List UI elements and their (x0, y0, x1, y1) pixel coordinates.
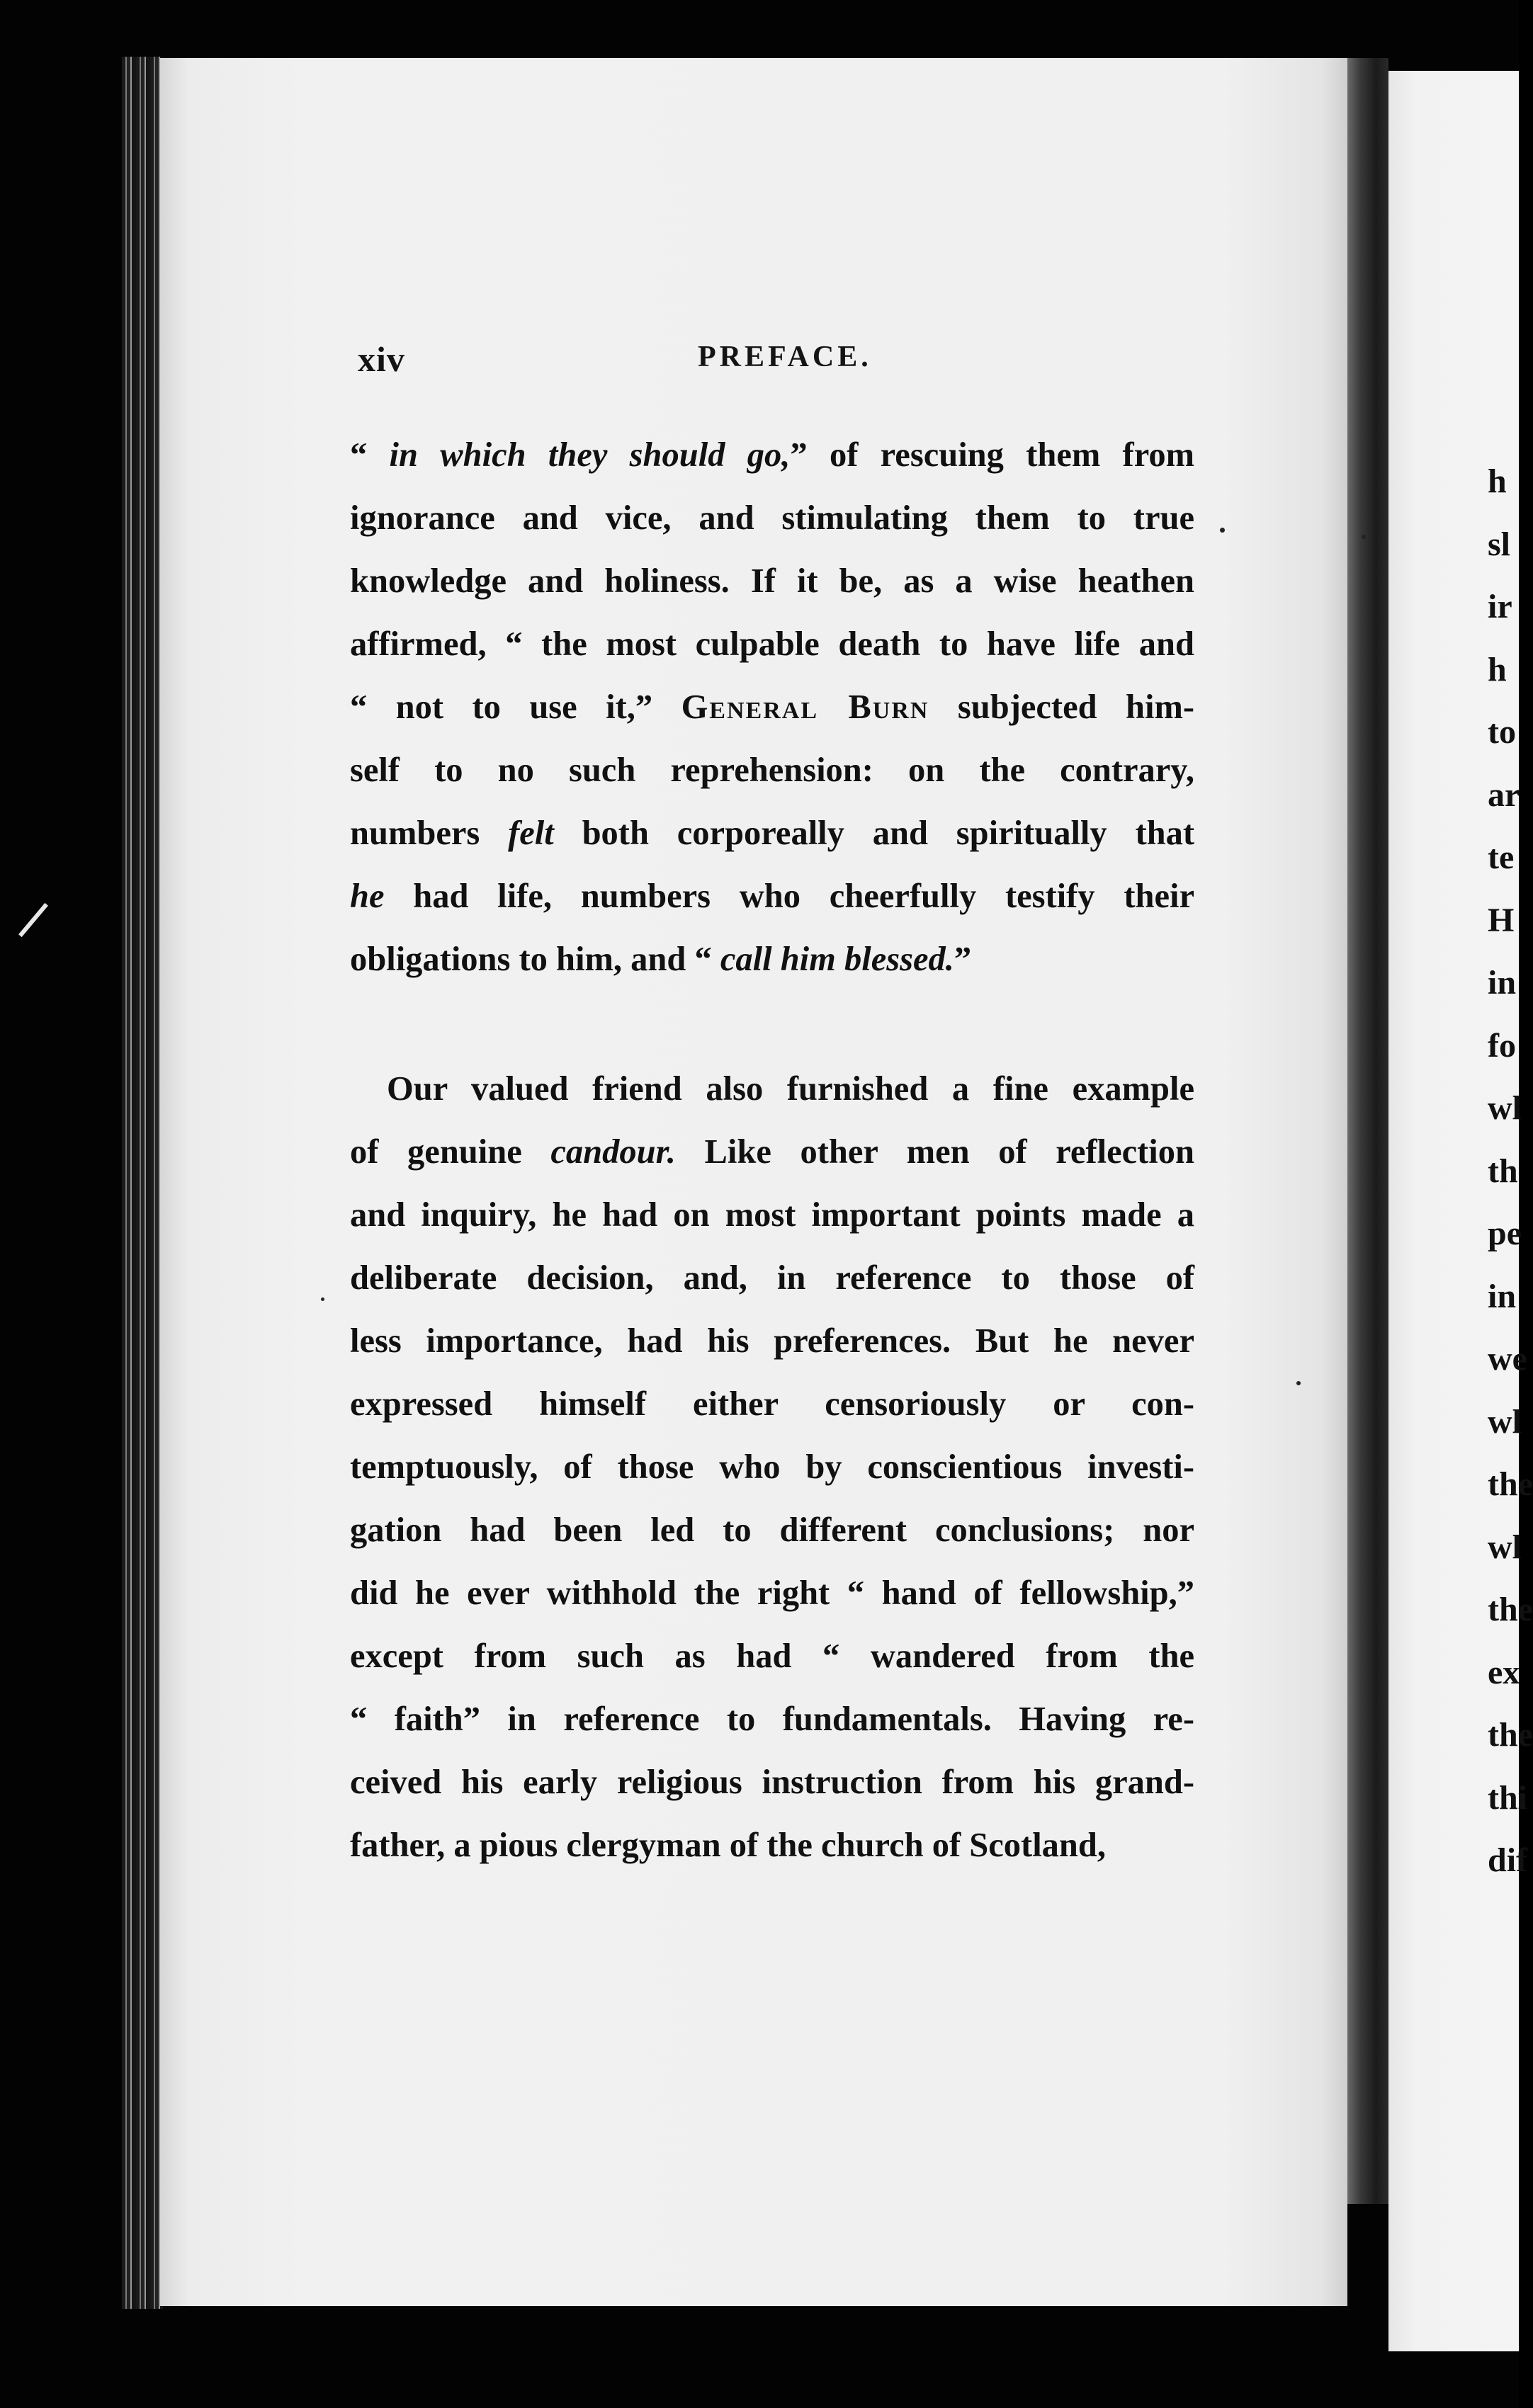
facing-line-fragment: wl (1488, 1528, 1522, 1566)
facing-line-fragment: fo (1488, 1026, 1516, 1064)
text-line (350, 1625, 1194, 1688)
text-line (350, 928, 1194, 991)
ink-speck (1362, 535, 1366, 539)
text-run: gation had been led to different conclusions; nor (350, 1511, 1194, 1549)
gutter-shadow (1347, 58, 1388, 2204)
small-caps-name: General Burn (681, 688, 929, 726)
facing-line-fragment: in (1488, 964, 1517, 1001)
facing-line-fragment: ir (1488, 588, 1512, 625)
facing-line-fragment: the (1488, 1591, 1533, 1628)
text-run: less importance, had his preferences. But he never (350, 1322, 1194, 1360)
text-run: deliberate decision, and, in reference to those of (350, 1259, 1194, 1297)
facing-line-fragment: pe (1488, 1215, 1522, 1252)
facing-line-fragment: wl (1488, 1089, 1522, 1127)
facing-line-fragment: H (1488, 901, 1515, 939)
body-text (350, 424, 1194, 1877)
text-line (350, 1310, 1194, 1373)
ink-speck (1296, 1381, 1301, 1385)
text-run: numbers (350, 814, 509, 852)
text-line (350, 613, 1194, 676)
ink-speck (1220, 528, 1225, 533)
text-run: “ not to use it,” (350, 688, 681, 726)
facing-line-fragment: thi (1488, 1778, 1528, 1817)
text-line (350, 424, 1194, 487)
text-run: subjected him- (929, 688, 1194, 726)
text-run: “ (350, 436, 390, 474)
text-run: obligations to him, and “ (350, 941, 720, 978)
text-line (350, 1499, 1194, 1562)
page-number: xiv (358, 339, 405, 379)
text-line (350, 1057, 1194, 1120)
facing-line-fragment: h (1488, 462, 1507, 500)
text-run: knowledge and holiness. If it be, as a wise heathen (350, 562, 1194, 600)
facing-line-fragment: h (1488, 650, 1507, 688)
text-run: ” of rescuing them from (790, 436, 1194, 474)
text-run: affirmed, “ the most culpable death to have life and (350, 625, 1194, 663)
text-line (350, 1120, 1194, 1183)
text-line (350, 739, 1194, 802)
italic-text: in which they should go, (389, 436, 791, 474)
text-line (350, 1246, 1194, 1310)
facing-line-fragment: the (1488, 1465, 1533, 1503)
text-run: “ faith” in reference to fundamentals. Having re- (350, 1700, 1194, 1738)
text-run: ignorance and vice, and stimulating them to true (350, 499, 1194, 537)
italic-text: he (350, 878, 385, 915)
facing-line-fragment: te (1488, 839, 1515, 876)
page-header (358, 339, 1194, 388)
text-line (350, 1688, 1194, 1751)
italic-text: call him blessed. (720, 941, 954, 978)
text-run: of genuine (350, 1133, 551, 1171)
running-head: PREFACE. (698, 341, 872, 373)
facing-line-fragment: we (1488, 1340, 1527, 1378)
facing-line-fragment: ar (1488, 776, 1520, 814)
text-run: except from such as had “ wandered from the (350, 1637, 1194, 1675)
text-line (350, 550, 1194, 613)
italic-text: candour. (550, 1133, 676, 1171)
ink-speck (321, 1297, 324, 1301)
facing-line-fragment: in (1488, 1277, 1517, 1315)
text-run: father, a pious clergyman of the church of Scotland, (350, 1827, 1106, 1864)
facing-line-fragment: wl (1488, 1402, 1522, 1441)
facing-line-fragment: ex (1488, 1653, 1520, 1691)
facing-line-fragment: th (1488, 1152, 1518, 1190)
facing-line-fragment: sl (1488, 525, 1511, 563)
facing-line-fragment: to (1488, 713, 1516, 751)
text-run: did he ever withhold the right “ hand of fellowship,” (350, 1574, 1194, 1612)
page-edges (122, 57, 163, 2309)
facing-line-fragment: the (1488, 1716, 1533, 1754)
text-line (350, 487, 1194, 550)
text-line (350, 1814, 1194, 1877)
text-line (350, 1562, 1194, 1625)
text-line (350, 1436, 1194, 1499)
text-line (350, 1373, 1194, 1436)
text-run: expressed himself either censoriously or con- (350, 1385, 1194, 1423)
text-run: Like other men of reflection (675, 1133, 1194, 1171)
paragraph-gap (350, 991, 1194, 1057)
text-run: and inquiry, he had on most important points made a (350, 1196, 1194, 1234)
text-run: ” (954, 941, 972, 978)
text-run: had life, numbers who cheerfully testify their (384, 878, 1194, 915)
facing-page-text (1488, 450, 1533, 1892)
text-run: self to no such reprehension: on the contrary, (350, 751, 1194, 789)
text-line (350, 865, 1194, 928)
text-line (350, 802, 1194, 865)
text-run: ceived his early religious instruction from his grand- (350, 1764, 1194, 1801)
text-line (350, 1183, 1194, 1246)
facing-line-fragment: dif (1488, 1841, 1528, 1879)
text-run: temptuously, of those who by conscientious investi- (350, 1448, 1194, 1486)
italic-text: felt (508, 814, 554, 852)
text-line (350, 1751, 1194, 1814)
text-run: Our valued friend also furnished a fine example (387, 1070, 1194, 1108)
text-line (350, 676, 1194, 739)
text-run: both corporeally and spiritually that (553, 814, 1195, 852)
